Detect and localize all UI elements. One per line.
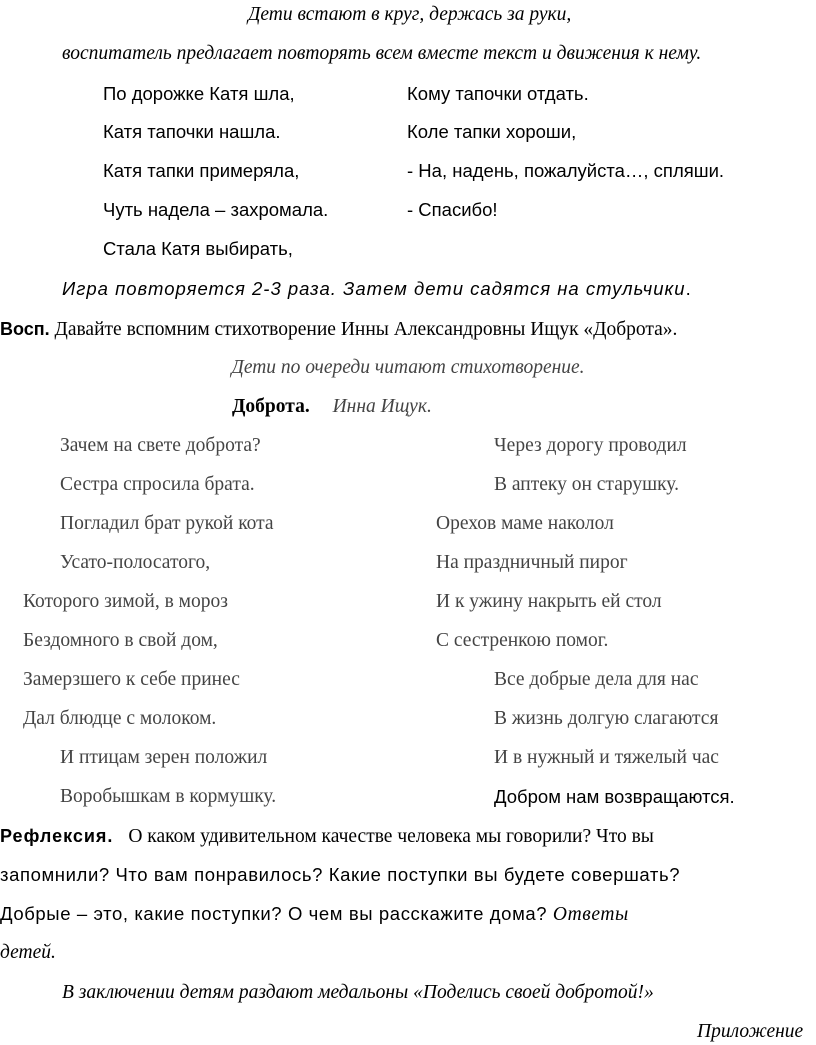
song-right-line: Кому тапочки отдать.: [407, 83, 589, 104]
reflection-label: Рефлексия.: [0, 826, 114, 846]
poem-right-line: В жизнь долгую слагаются: [494, 708, 719, 729]
poem-right-line: На праздничный пирог: [436, 552, 628, 573]
reading-note: Дети по очереди читают стихотворение.: [231, 357, 585, 378]
reflection-line-3: [0, 902, 629, 927]
poem-left-line: Усато-полосатого,: [60, 552, 211, 573]
poem-right-line: С сестренкою помог.: [436, 630, 609, 651]
conclusion: В заключении детям раздают медальоны «Поделись своей добротой!»: [62, 982, 654, 1003]
poem-left-line: Бездомного в свой дом,: [23, 630, 218, 651]
game-note: [62, 277, 692, 301]
reflection-text-1: О каком удивительном качестве человека мы говорили? Что вы: [128, 826, 654, 847]
poem-right-line: В аптеку он старушку.: [494, 474, 679, 495]
poem-right-line: И в нужный и тяжелый час: [494, 747, 719, 768]
intro-line-1: Дети встают в круг, держась за руки,: [248, 4, 572, 25]
reflection-text-3: Добрые – это, какие поступки? О чем вы расскажите дома?: [0, 903, 548, 924]
poem-left-line: И птицам зерен положил: [60, 747, 268, 768]
appendix: Приложение: [697, 1021, 804, 1042]
song-left-line: Катя тапочки нашла.: [103, 121, 281, 142]
poem-left-line: Воробышкам в кормушку.: [60, 786, 277, 807]
poem-right-line: Добром нам возвращаются.: [494, 786, 735, 807]
teacher-text: Давайте вспомним стихотворение Инны Александровны Ищук «Доброта».: [54, 319, 678, 340]
poem-author: Инна Ищук.: [332, 396, 432, 417]
song-right-line: - На, надень, пожалуйста…, спляши.: [407, 160, 725, 181]
poem-title: Доброта.: [232, 396, 310, 417]
poem-right-line: Орехов маме наколол: [436, 513, 614, 534]
poem-right-line: Все добрые дела для нас: [494, 669, 699, 690]
song-right-line: - Спасибо!: [407, 199, 498, 220]
song-right-line: Коле тапки хороши,: [407, 121, 577, 142]
song-left-line: По дорожке Катя шла,: [103, 83, 295, 104]
poem-left-line: Погладил брат рукой кота: [60, 513, 274, 534]
song-left-line: Чуть надела – захромала.: [103, 199, 329, 220]
song-left-line: Стала Катя выбирать,: [103, 238, 293, 259]
teacher-label: Восп.: [0, 319, 50, 339]
reflection-line-4: детей.: [0, 942, 56, 963]
poem-left-line: Которого зимой, в мороз: [23, 591, 228, 612]
poem-left-line: Дал блюдце с молоком.: [23, 708, 217, 729]
game-note-text: Игра повторяется 2-3 раза. Затем дети садятся на стульчики: [62, 278, 686, 299]
reflection-line-2: запомнили? Что вам понравилось? Какие поступки вы будете совершать?: [0, 864, 681, 885]
poem-right-line: И к ужину накрыть ей стол: [436, 591, 662, 612]
reflection-line-1: [0, 824, 654, 849]
poem-heading: [232, 395, 432, 419]
poem-left-line: Зачем на свете доброта?: [60, 435, 261, 456]
poem-left-line: Сестра спросила брата.: [60, 474, 255, 495]
poem-right-line: Через дорогу проводил: [494, 435, 687, 456]
teacher-line: [0, 317, 677, 342]
reflection-answers: Ответы: [552, 904, 629, 925]
song-left-line: Катя тапки примеряла,: [103, 160, 300, 181]
game-note-dot: .: [685, 278, 692, 299]
intro-line-2: воспитатель предлагает повторять всем вместе текст и движения к нему.: [62, 43, 702, 64]
poem-left-line: Замерзшего к себе принес: [23, 669, 240, 690]
